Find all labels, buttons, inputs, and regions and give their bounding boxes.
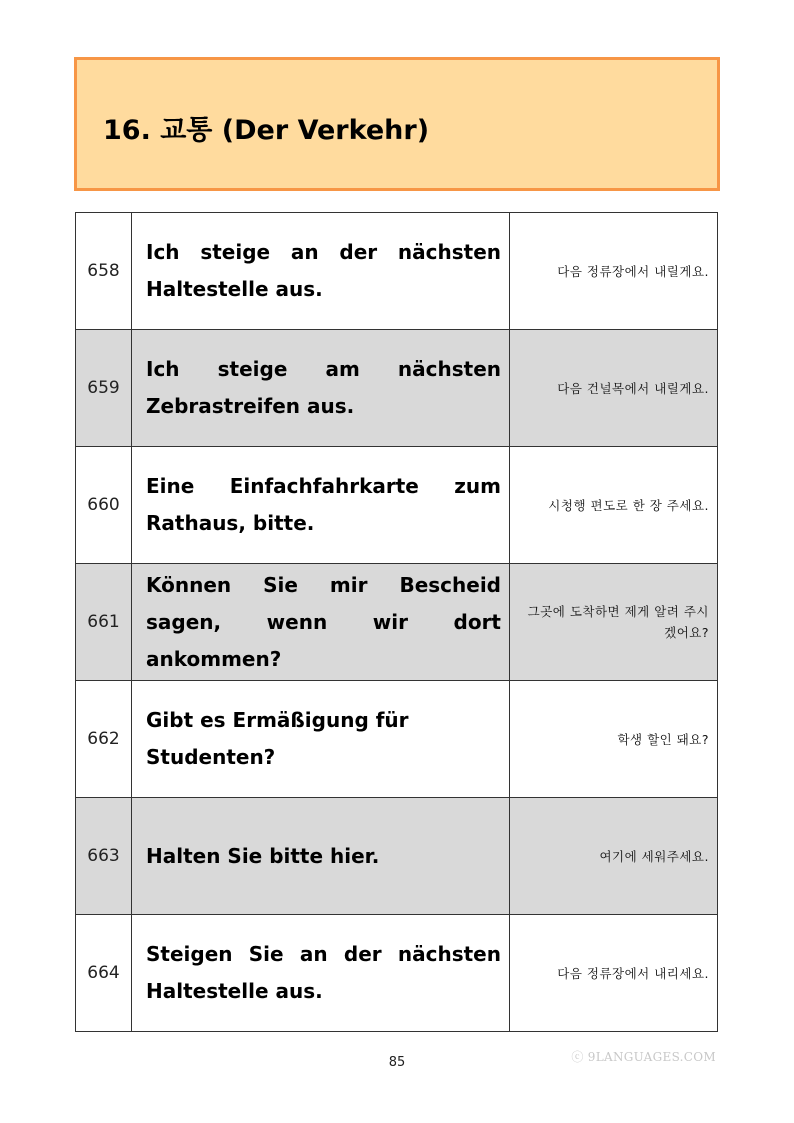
page-number: 85 (388, 1055, 406, 1070)
phrase-number: 663 (76, 798, 132, 915)
german-phrase: Halten Sie bitte hier. (132, 798, 510, 915)
german-phrase: Gibt es Ermäßigung für Studenten? (132, 681, 510, 798)
german-phrase: Ich steige an der nächsten Haltestelle aus. (132, 213, 510, 330)
copyright-watermark: ⓒ 9LANGUAGES.COM (571, 1050, 716, 1064)
korean-translation: 학생 할인 돼요? (510, 681, 718, 798)
table-row (76, 447, 718, 564)
korean-translation: 여기에 세워주세요. (510, 798, 718, 915)
korean-translation: 시청행 편도로 한 장 주세요. (510, 447, 718, 564)
table-row (76, 330, 718, 447)
german-phrase: Können Sie mir Bescheid sagen, wenn wir dort ankommen? (132, 564, 510, 681)
phrase-number: 658 (76, 213, 132, 330)
table-row (76, 564, 718, 681)
phrase-number: 664 (76, 915, 132, 1032)
german-phrase: Ich steige am nächsten Zebrastreifen aus. (132, 330, 510, 447)
phrase-number: 661 (76, 564, 132, 681)
table-row (76, 213, 718, 330)
korean-translation: 다음 건널목에서 내릴게요. (510, 330, 718, 447)
korean-translation: 그곳에 도착하면 제게 알려 주시겠어요? (510, 564, 718, 681)
chapter-title-box (74, 57, 720, 191)
german-phrase: Eine Einfachfahrkarte zum Rathaus, bitte. (132, 447, 510, 564)
phrase-table (75, 212, 718, 1032)
phrase-number: 662 (76, 681, 132, 798)
table-row (76, 798, 718, 915)
korean-translation: 다음 정류장에서 내리세요. (510, 915, 718, 1032)
german-phrase: Steigen Sie an der nächsten Haltestelle aus. (132, 915, 510, 1032)
phrase-number: 659 (76, 330, 132, 447)
phrase-number: 660 (76, 447, 132, 564)
table-row (76, 681, 718, 798)
table-row (76, 915, 718, 1032)
chapter-title: 16. 교통 (Der Verkehr) (103, 115, 430, 146)
korean-translation: 다음 정류장에서 내릴게요. (510, 213, 718, 330)
